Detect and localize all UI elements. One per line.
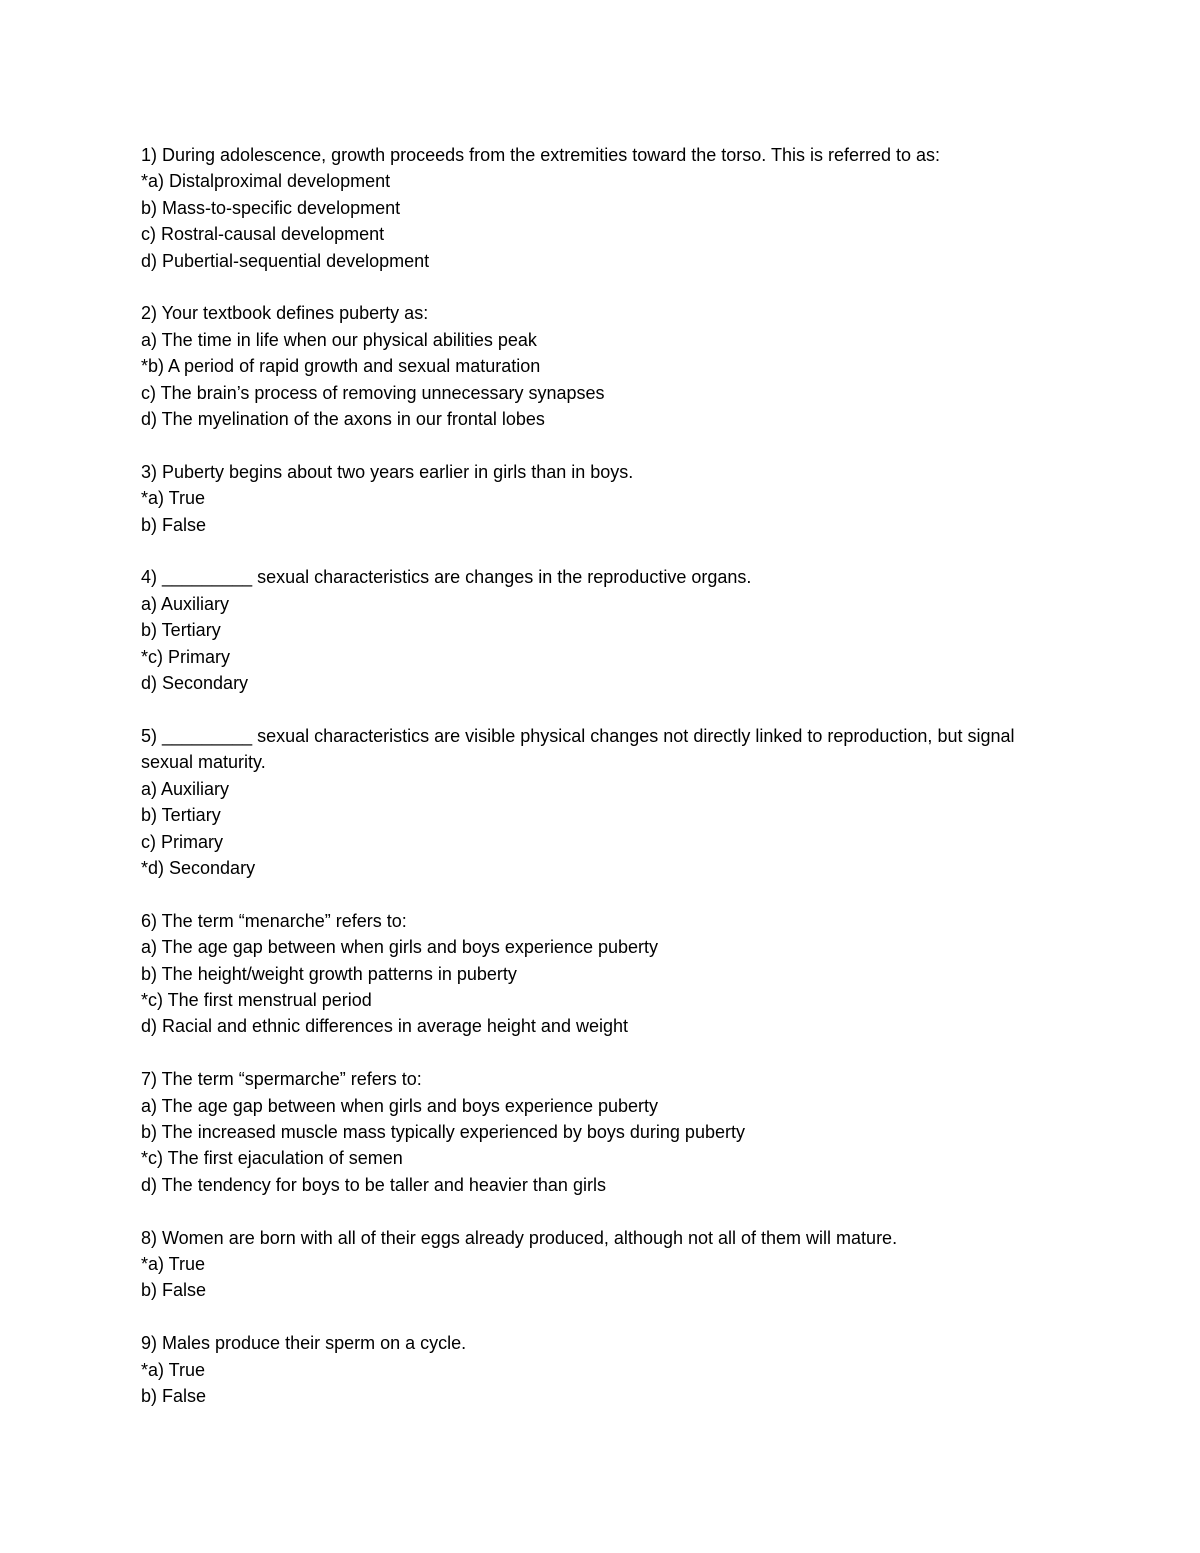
- answer-option: *a) True: [141, 1253, 206, 1274]
- answer-option: c) The brain’s process of removing unnecessary synapses: [141, 382, 605, 403]
- answer-option: b) The height/weight growth patterns in puberty: [141, 963, 517, 984]
- answer-option: a) The age gap between when girls and boys experience puberty: [141, 937, 659, 958]
- answer-option: b) Mass-to-specific development: [141, 197, 401, 218]
- answer-option: *b) A period of rapid growth and sexual maturation: [141, 356, 541, 377]
- answer-option: *a) Distalproximal development: [141, 171, 391, 192]
- question-9: [141, 1330, 1071, 1409]
- question-stem: 6) The term “menarche” refers to:: [141, 910, 407, 931]
- answer-option: a) The age gap between when girls and boys experience puberty: [141, 1095, 659, 1116]
- question-2: [141, 300, 1071, 432]
- question-stem: 4) _________ sexual characteristics are changes in the reproductive organs.: [141, 567, 752, 588]
- answer-option: *a) True: [141, 488, 206, 509]
- answer-option: c) Primary: [141, 831, 223, 852]
- answer-option: d) The tendency for boys to be taller and heavier than girls: [141, 1174, 606, 1195]
- answer-option: *c) Primary: [141, 646, 230, 667]
- answer-option: a) The time in life when our physical abilities peak: [141, 329, 537, 350]
- question-6: [141, 908, 1071, 1040]
- question-1: [141, 142, 1071, 274]
- answer-option: c) Rostral-causal development: [141, 224, 385, 245]
- question-stem: 1) During adolescence, growth proceeds from the extremities toward the torso. This is referred to as:: [141, 145, 941, 165]
- answer-option: *c) The first ejaculation of semen: [141, 1148, 403, 1169]
- quiz-content: [141, 142, 1071, 1436]
- answer-option: d) The myelination of the axons in our frontal lobes: [141, 409, 545, 430]
- answer-option: *a) True: [141, 1359, 206, 1380]
- answer-option: a) Auxiliary: [141, 593, 230, 614]
- question-stem: 3) Puberty begins about two years earlier in girls than in boys.: [141, 461, 634, 482]
- question-stem: 8) Women are born with all of their eggs already produced, although not all of them will mature.: [141, 1227, 898, 1248]
- answer-option: *c) The first menstrual period: [141, 989, 372, 1010]
- question-8: [141, 1225, 1071, 1304]
- answer-option: b) Tertiary: [141, 620, 221, 641]
- answer-option: d) Secondary: [141, 673, 249, 694]
- question-3: [141, 459, 1071, 538]
- answer-option: d) Pubertial-sequential development: [141, 250, 430, 271]
- answer-option: b) False: [141, 1385, 207, 1406]
- question-stem: 9) Males produce their sperm on a cycle.: [141, 1333, 467, 1354]
- answer-option: b) False: [141, 1280, 207, 1301]
- answer-option: b) False: [141, 514, 207, 535]
- answer-option: b) The increased muscle mass typically experienced by boys during puberty: [141, 1121, 745, 1142]
- question-4: [141, 564, 1071, 696]
- answer-option: b) Tertiary: [141, 805, 221, 826]
- answer-option: a) Auxiliary: [141, 778, 230, 799]
- question-stem: 2) Your textbook defines puberty as:: [141, 303, 429, 324]
- answer-option: d) Racial and ethnic differences in average height and weight: [141, 1016, 628, 1037]
- question-stem: 5) _________ sexual characteristics are visible physical changes not directly linked to reproduction, but signal sexual maturity.: [141, 725, 1015, 773]
- answer-option: *d) Secondary: [141, 857, 256, 878]
- question-7: [141, 1066, 1071, 1198]
- question-stem: 7) The term “spermarche” refers to:: [141, 1069, 422, 1090]
- question-5: [141, 723, 1071, 881]
